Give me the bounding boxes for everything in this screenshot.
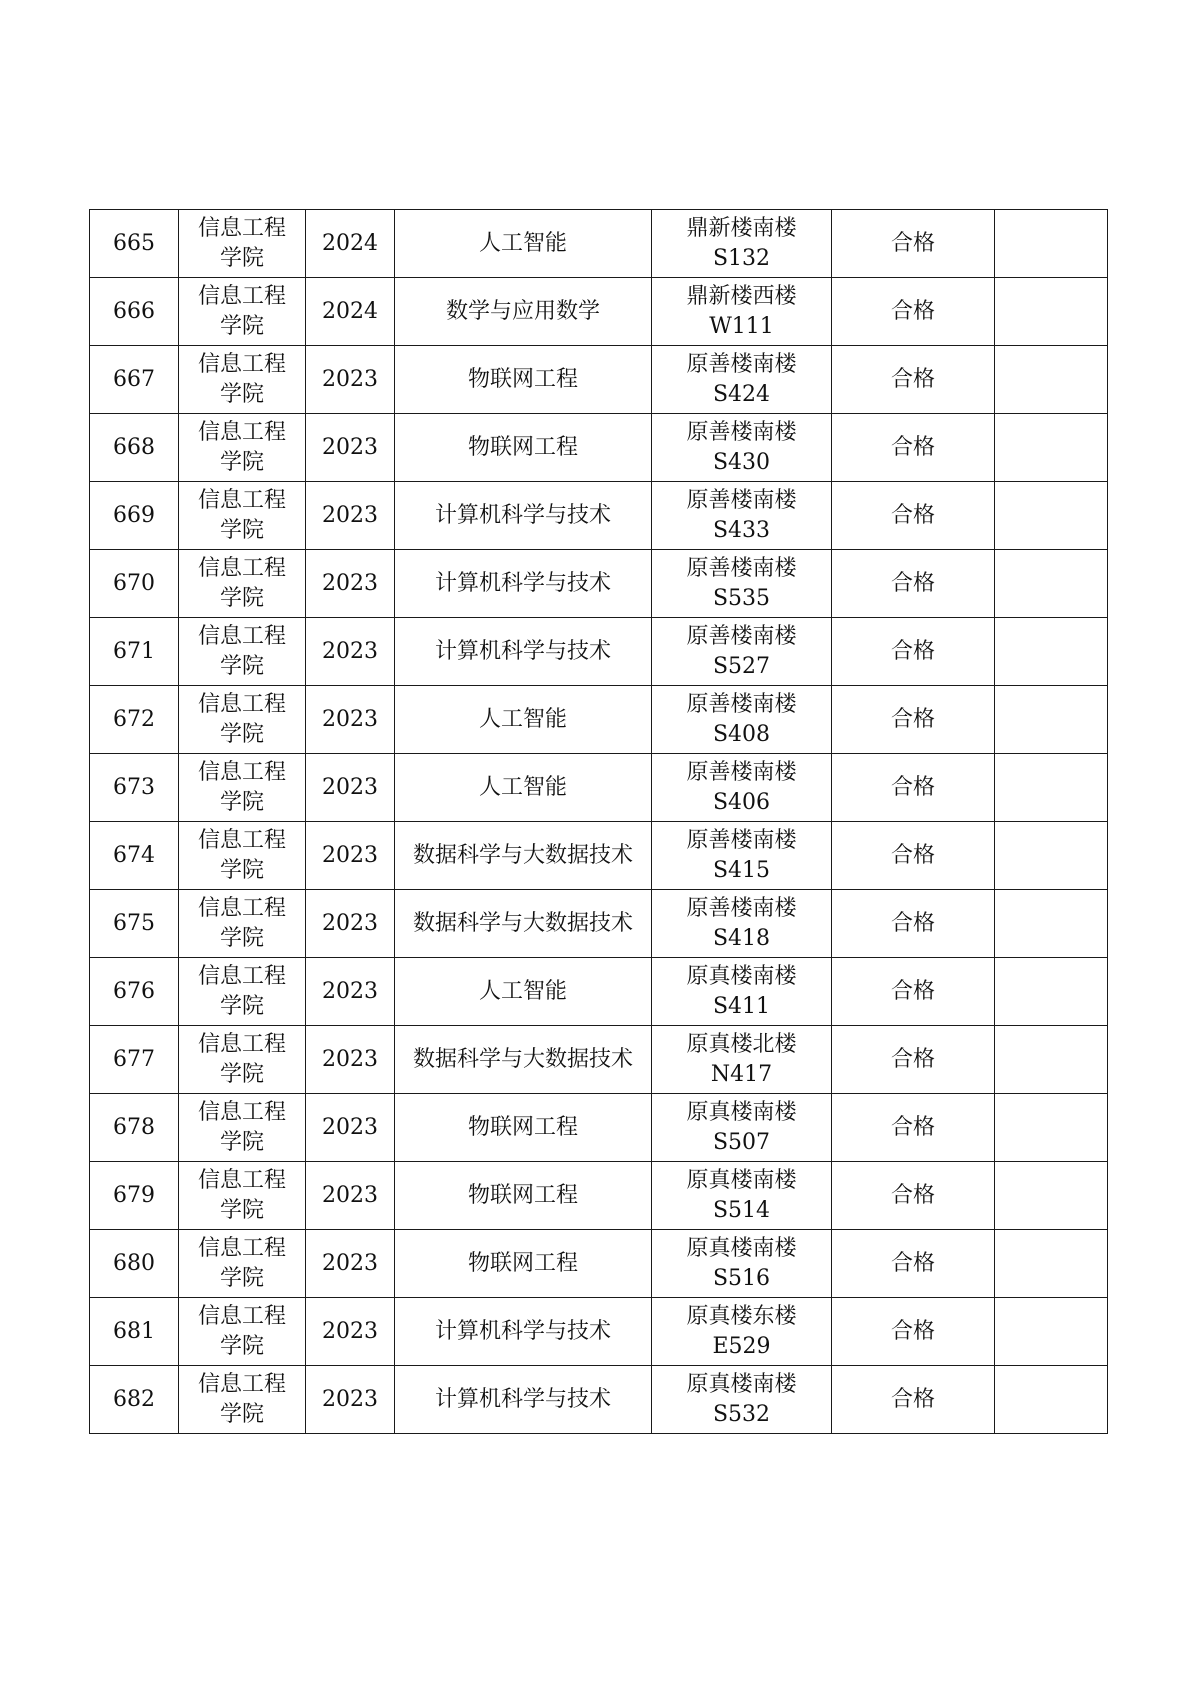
- row-number-text: 677: [113, 1046, 155, 1072]
- table-row: [90, 686, 1108, 754]
- result-text: 合格: [890, 434, 935, 460]
- room-number: S516: [712, 1265, 771, 1291]
- college-text: 信息工程学院: [197, 827, 286, 883]
- college-cell: [179, 822, 306, 890]
- location-cell: [652, 1094, 832, 1162]
- result-text: 合格: [890, 1386, 935, 1412]
- room-number: S532: [712, 1401, 771, 1427]
- college-text: 信息工程学院: [197, 555, 286, 611]
- table-row: [90, 1366, 1108, 1434]
- college-cell: [179, 890, 306, 958]
- year-cell: [306, 1162, 395, 1230]
- college-text: 信息工程学院: [197, 895, 286, 951]
- result-cell: [832, 890, 995, 958]
- year-text: 2023: [322, 570, 378, 596]
- location-cell: [652, 278, 832, 346]
- location-cell: [652, 346, 832, 414]
- location-cell: [652, 1366, 832, 1434]
- row-number-text: 669: [113, 502, 155, 528]
- year-cell: [306, 1094, 395, 1162]
- row-number-text: 673: [113, 774, 155, 800]
- room-number: S535: [712, 585, 771, 611]
- year-cell: [306, 1230, 395, 1298]
- row-number-cell: [90, 278, 179, 346]
- college-text: 信息工程学院: [197, 759, 286, 815]
- table-row: [90, 1298, 1108, 1366]
- major-cell: [395, 1230, 652, 1298]
- college-text: 信息工程学院: [197, 1031, 286, 1087]
- result-cell: [832, 1298, 995, 1366]
- year-cell: [306, 754, 395, 822]
- result-text: 合格: [890, 298, 935, 324]
- room-number: S424: [712, 381, 771, 407]
- major-cell: [395, 890, 652, 958]
- major-cell: [395, 1094, 652, 1162]
- result-text: 合格: [890, 570, 935, 596]
- note-cell: [995, 890, 1108, 958]
- year-text: 2023: [322, 774, 378, 800]
- room-number: W111: [709, 313, 774, 339]
- note-cell: [995, 1298, 1108, 1366]
- year-text: 2023: [322, 978, 378, 1004]
- row-number-cell: [90, 210, 179, 278]
- year-text: 2023: [322, 502, 378, 528]
- table-row: [90, 1094, 1108, 1162]
- building-name: 鼎新楼西楼: [686, 283, 797, 309]
- result-cell: [832, 1094, 995, 1162]
- note-cell: [995, 278, 1108, 346]
- row-number-text: 674: [113, 842, 155, 868]
- major-cell: [395, 278, 652, 346]
- result-text: 合格: [890, 1046, 935, 1072]
- result-cell: [832, 1230, 995, 1298]
- college-text: 信息工程学院: [197, 215, 286, 271]
- table-row: [90, 754, 1108, 822]
- college-cell: [179, 210, 306, 278]
- college-cell: [179, 1026, 306, 1094]
- row-number-text: 680: [113, 1250, 155, 1276]
- row-number-text: 667: [113, 366, 155, 392]
- major-cell: [395, 1366, 652, 1434]
- college-text: 信息工程学院: [197, 623, 286, 679]
- result-text: 合格: [890, 1318, 935, 1344]
- note-cell: [995, 346, 1108, 414]
- major-cell: [395, 482, 652, 550]
- college-text: 信息工程学院: [197, 1167, 286, 1223]
- result-cell: [832, 1026, 995, 1094]
- year-cell: [306, 414, 395, 482]
- row-number-cell: [90, 482, 179, 550]
- row-number-cell: [90, 550, 179, 618]
- row-number-text: 678: [113, 1114, 155, 1140]
- table-row: [90, 278, 1108, 346]
- row-number-text: 671: [113, 638, 155, 664]
- note-cell: [995, 1366, 1108, 1434]
- major-cell: [395, 618, 652, 686]
- row-number-cell: [90, 686, 179, 754]
- location-cell: [652, 958, 832, 1026]
- college-text: 信息工程学院: [197, 351, 286, 407]
- result-text: 合格: [890, 1250, 935, 1276]
- row-number-cell: [90, 958, 179, 1026]
- row-number-cell: [90, 1026, 179, 1094]
- result-cell: [832, 210, 995, 278]
- college-cell: [179, 1298, 306, 1366]
- year-text: 2023: [322, 1386, 378, 1412]
- major-cell: [395, 1162, 652, 1230]
- location-cell: [652, 618, 832, 686]
- table-row: [90, 346, 1108, 414]
- college-text: 信息工程学院: [197, 691, 286, 747]
- year-text: 2023: [322, 842, 378, 868]
- college-cell: [179, 346, 306, 414]
- room-number: S430: [712, 449, 771, 475]
- row-number-cell: [90, 618, 179, 686]
- major-text: 人工智能: [478, 774, 567, 800]
- college-cell: [179, 958, 306, 1026]
- major-text: 物联网工程: [467, 366, 578, 392]
- result-text: 合格: [890, 1114, 935, 1140]
- row-number-cell: [90, 1094, 179, 1162]
- major-cell: [395, 346, 652, 414]
- row-number-text: 675: [113, 910, 155, 936]
- year-cell: [306, 278, 395, 346]
- year-cell: [306, 822, 395, 890]
- row-number-cell: [90, 1162, 179, 1230]
- college-text: 信息工程学院: [197, 1303, 286, 1359]
- year-text: 2023: [322, 1182, 378, 1208]
- location-cell: [652, 1298, 832, 1366]
- major-text: 人工智能: [478, 230, 567, 256]
- room-number: S408: [712, 721, 771, 747]
- year-text: 2023: [322, 1318, 378, 1344]
- college-text: 信息工程学院: [197, 283, 286, 339]
- result-text: 合格: [890, 706, 935, 732]
- row-number-text: 666: [113, 298, 155, 324]
- room-number: S132: [712, 245, 771, 271]
- table-row: [90, 618, 1108, 686]
- note-cell: [995, 550, 1108, 618]
- year-cell: [306, 1026, 395, 1094]
- note-cell: [995, 1026, 1108, 1094]
- major-cell: [395, 754, 652, 822]
- row-number-text: 682: [113, 1386, 155, 1412]
- college-cell: [179, 1162, 306, 1230]
- major-cell: [395, 550, 652, 618]
- building-name: 原善楼南楼: [686, 691, 797, 717]
- row-number-text: 665: [113, 230, 155, 256]
- row-number-cell: [90, 1366, 179, 1434]
- row-number-cell: [90, 1298, 179, 1366]
- major-text: 人工智能: [478, 978, 567, 1004]
- table-row: [90, 1230, 1108, 1298]
- college-text: 信息工程学院: [197, 487, 286, 543]
- table-row: [90, 1026, 1108, 1094]
- room-number: S411: [712, 993, 771, 1019]
- room-number: S406: [712, 789, 771, 815]
- building-name: 原真楼南楼: [686, 1235, 797, 1261]
- result-cell: [832, 550, 995, 618]
- result-cell: [832, 754, 995, 822]
- room-number: N417: [710, 1061, 773, 1087]
- college-text: 信息工程学院: [197, 1235, 286, 1291]
- major-text: 数据科学与大数据技术: [413, 910, 634, 936]
- year-text: 2023: [322, 910, 378, 936]
- room-number: S415: [712, 857, 771, 883]
- major-cell: [395, 414, 652, 482]
- location-cell: [652, 550, 832, 618]
- building-name: 原善楼南楼: [686, 555, 797, 581]
- college-cell: [179, 550, 306, 618]
- year-text: 2023: [322, 434, 378, 460]
- major-text: 物联网工程: [467, 1114, 578, 1140]
- college-cell: [179, 686, 306, 754]
- year-cell: [306, 618, 395, 686]
- note-cell: [995, 1094, 1108, 1162]
- college-text: 信息工程学院: [197, 963, 286, 1019]
- major-text: 数据科学与大数据技术: [413, 842, 634, 868]
- result-cell: [832, 1162, 995, 1230]
- building-name: 原善楼南楼: [686, 487, 797, 513]
- major-cell: [395, 1298, 652, 1366]
- major-text: 计算机科学与技术: [434, 502, 611, 528]
- note-cell: [995, 1230, 1108, 1298]
- location-cell: [652, 414, 832, 482]
- major-cell: [395, 822, 652, 890]
- result-text: 合格: [890, 978, 935, 1004]
- note-cell: [995, 1162, 1108, 1230]
- room-number: S507: [712, 1129, 771, 1155]
- note-cell: [995, 210, 1108, 278]
- note-cell: [995, 618, 1108, 686]
- college-text: 信息工程学院: [197, 1371, 286, 1427]
- table-row: [90, 822, 1108, 890]
- year-text: 2023: [322, 706, 378, 732]
- college-cell: [179, 754, 306, 822]
- building-name: 原真楼南楼: [686, 1371, 797, 1397]
- building-name: 原真楼南楼: [686, 1099, 797, 1125]
- row-number-cell: [90, 890, 179, 958]
- result-cell: [832, 822, 995, 890]
- major-text: 物联网工程: [467, 434, 578, 460]
- year-cell: [306, 482, 395, 550]
- note-cell: [995, 958, 1108, 1026]
- year-text: 2023: [322, 1114, 378, 1140]
- result-cell: [832, 346, 995, 414]
- college-text: 信息工程学院: [197, 419, 286, 475]
- year-text: 2024: [322, 298, 378, 324]
- table-row: [90, 958, 1108, 1026]
- table-body: [90, 210, 1108, 1434]
- major-text: 计算机科学与技术: [434, 1318, 611, 1344]
- note-cell: [995, 482, 1108, 550]
- result-text: 合格: [890, 774, 935, 800]
- row-number-text: 679: [113, 1182, 155, 1208]
- building-name: 鼎新楼南楼: [686, 215, 797, 241]
- row-number-cell: [90, 1230, 179, 1298]
- year-cell: [306, 550, 395, 618]
- table-row: [90, 482, 1108, 550]
- building-name: 原真楼北楼: [686, 1031, 797, 1057]
- result-text: 合格: [890, 230, 935, 256]
- year-text: 2023: [322, 1250, 378, 1276]
- building-name: 原真楼南楼: [686, 963, 797, 989]
- major-text: 计算机科学与技术: [434, 1386, 611, 1412]
- building-name: 原善楼南楼: [686, 351, 797, 377]
- row-number-cell: [90, 822, 179, 890]
- year-cell: [306, 1366, 395, 1434]
- row-number-text: 672: [113, 706, 155, 732]
- college-cell: [179, 1366, 306, 1434]
- result-cell: [832, 618, 995, 686]
- building-name: 原真楼东楼: [686, 1303, 797, 1329]
- building-name: 原善楼南楼: [686, 623, 797, 649]
- inspection-table: [89, 209, 1108, 1434]
- college-cell: [179, 278, 306, 346]
- year-cell: [306, 890, 395, 958]
- result-text: 合格: [890, 910, 935, 936]
- room-number: E529: [712, 1333, 771, 1359]
- building-name: 原善楼南楼: [686, 895, 797, 921]
- room-number: S527: [712, 653, 771, 679]
- location-cell: [652, 1026, 832, 1094]
- major-text: 计算机科学与技术: [434, 570, 611, 596]
- year-text: 2023: [322, 1046, 378, 1072]
- result-text: 合格: [890, 842, 935, 868]
- note-cell: [995, 754, 1108, 822]
- row-number-text: 681: [113, 1318, 155, 1344]
- location-cell: [652, 754, 832, 822]
- result-text: 合格: [890, 1182, 935, 1208]
- table-row: [90, 1162, 1108, 1230]
- building-name: 原善楼南楼: [686, 759, 797, 785]
- note-cell: [995, 822, 1108, 890]
- major-text: 数学与应用数学: [445, 298, 600, 324]
- room-number: S514: [712, 1197, 771, 1223]
- major-cell: [395, 1026, 652, 1094]
- row-number-text: 676: [113, 978, 155, 1004]
- location-cell: [652, 890, 832, 958]
- table-row: [90, 210, 1108, 278]
- row-number-cell: [90, 414, 179, 482]
- result-cell: [832, 686, 995, 754]
- major-text: 计算机科学与技术: [434, 638, 611, 664]
- location-cell: [652, 1230, 832, 1298]
- college-cell: [179, 414, 306, 482]
- college-text: 信息工程学院: [197, 1099, 286, 1155]
- room-number: S433: [712, 517, 771, 543]
- row-number-text: 670: [113, 570, 155, 596]
- major-cell: [395, 686, 652, 754]
- college-cell: [179, 618, 306, 686]
- row-number-cell: [90, 346, 179, 414]
- location-cell: [652, 482, 832, 550]
- major-text: 物联网工程: [467, 1250, 578, 1276]
- result-cell: [832, 414, 995, 482]
- year-text: 2023: [322, 638, 378, 664]
- year-cell: [306, 1298, 395, 1366]
- location-cell: [652, 686, 832, 754]
- building-name: 原善楼南楼: [686, 419, 797, 445]
- year-cell: [306, 686, 395, 754]
- major-cell: [395, 210, 652, 278]
- building-name: 原善楼南楼: [686, 827, 797, 853]
- location-cell: [652, 1162, 832, 1230]
- year-cell: [306, 346, 395, 414]
- result-text: 合格: [890, 366, 935, 392]
- year-cell: [306, 210, 395, 278]
- college-cell: [179, 482, 306, 550]
- major-text: 人工智能: [478, 706, 567, 732]
- result-text: 合格: [890, 502, 935, 528]
- major-text: 物联网工程: [467, 1182, 578, 1208]
- room-number: S418: [712, 925, 771, 951]
- table-row: [90, 890, 1108, 958]
- row-number-cell: [90, 754, 179, 822]
- year-text: 2023: [322, 366, 378, 392]
- result-text: 合格: [890, 638, 935, 664]
- location-cell: [652, 822, 832, 890]
- result-cell: [832, 958, 995, 1026]
- table-row: [90, 550, 1108, 618]
- location-cell: [652, 210, 832, 278]
- major-cell: [395, 958, 652, 1026]
- note-cell: [995, 686, 1108, 754]
- year-text: 2024: [322, 230, 378, 256]
- note-cell: [995, 414, 1108, 482]
- result-cell: [832, 278, 995, 346]
- result-cell: [832, 482, 995, 550]
- table-row: [90, 414, 1108, 482]
- result-cell: [832, 1366, 995, 1434]
- building-name: 原真楼南楼: [686, 1167, 797, 1193]
- row-number-text: 668: [113, 434, 155, 460]
- major-text: 数据科学与大数据技术: [413, 1046, 634, 1072]
- college-cell: [179, 1230, 306, 1298]
- college-cell: [179, 1094, 306, 1162]
- year-cell: [306, 958, 395, 1026]
